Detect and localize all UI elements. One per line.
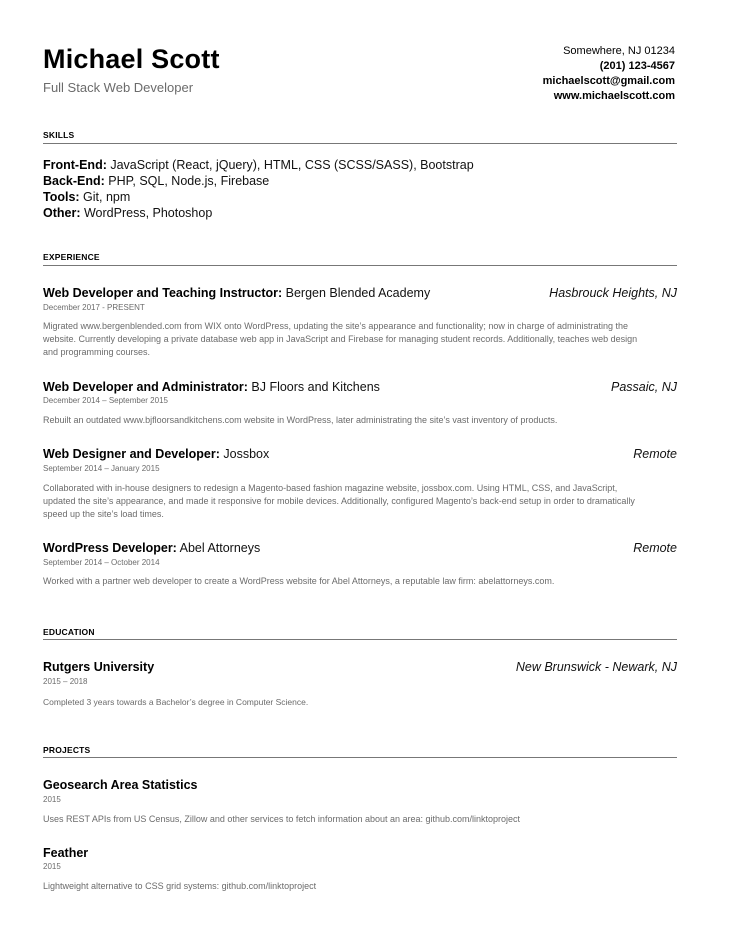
skill-label: Back-End: <box>43 174 105 188</box>
job-header <box>43 286 677 300</box>
education-divider <box>43 639 677 640</box>
experience-heading: EXPERIENCE <box>43 252 100 262</box>
job-location: Hasbrouck Heights, NJ <box>549 286 677 300</box>
project-header <box>43 846 677 860</box>
job-company: Jossbox <box>219 447 270 461</box>
job-header <box>43 447 677 461</box>
job-role: Web Designer and Developer: <box>43 447 220 461</box>
skill-row <box>43 205 474 221</box>
contact-website[interactable]: www.michaelscott.com <box>553 90 675 102</box>
skills-heading: SKILLS <box>43 130 75 140</box>
job-header <box>43 541 677 555</box>
job-role: WordPress Developer: <box>43 541 177 555</box>
contact-address: Somewhere, NJ 01234 <box>563 45 675 57</box>
skill-label: Front-End: <box>43 158 107 172</box>
job-company: Abel Attorneys <box>176 541 261 555</box>
job-description: Migrated www.bergenblended.com from WIX onto WordPress, updating the site’s appearance and functionality; now in charge of administrating the website. Currently developing a private database web app in JavaScript and Firebase for managing student records. Additionally, teaches web design and programming courses. <box>43 321 638 357</box>
contact-email[interactable]: michaelscott@gmail.com <box>542 75 675 87</box>
job-role: Web Developer and Teaching Instructor: <box>43 286 283 300</box>
job-description: Collaborated with in-house designers to redesign a Magento-based fashion magazine website, jossbox.com. Using HTML, CSS, and JavaScript, updated the site’s appearance, and made it responsive for mobile devices. Additionally, configured Magento’s back-end setup in order to dramatically speed up the site’s load times. <box>43 483 635 519</box>
job-role: Web Developer and Administrator: <box>43 380 248 394</box>
job-dates: December 2014 – September 2015 <box>43 396 168 405</box>
skill-label: Tools: <box>43 190 80 204</box>
job-description: Worked with a partner web developer to create a WordPress website for Abel Attorneys, a reputable law firm: abelattorneys.com. <box>43 576 555 586</box>
job-company: Bergen Blended Academy <box>282 286 431 300</box>
contact-phone: (201) 123-4567 <box>599 60 675 72</box>
project-year: 2015 <box>43 795 61 804</box>
skill-row <box>43 189 474 205</box>
school-location: New Brunswick - Newark, NJ <box>515 660 677 674</box>
job-company: BJ Floors and Kitchens <box>247 380 380 394</box>
job-location: Remote <box>633 541 677 555</box>
project-description: Lightweight alternative to CSS grid systems: github.com/linktoproject <box>43 881 317 891</box>
candidate-name: Michael Scott <box>43 44 220 74</box>
job-dates: December 2017 - PRESENT <box>43 303 145 312</box>
skill-value: Git, npm <box>79 190 131 204</box>
skill-value: JavaScript (React, jQuery), HTML, CSS (SCSS/SASS), Bootstrap <box>106 158 474 172</box>
education-description: Completed 3 years towards a Bachelor’s degree in Computer Science. <box>43 697 309 707</box>
projects-divider <box>43 757 677 758</box>
job-dates: September 2014 – October 2014 <box>43 558 160 567</box>
projects-heading: PROJECTS <box>43 745 91 755</box>
job-title: Full Stack Web Developer <box>43 80 194 95</box>
skill-value: PHP, SQL, Node.js, Firebase <box>104 174 270 188</box>
contact-block <box>543 44 675 104</box>
project-description: Uses REST APIs from US Census, Zillow and other services to fetch information about an area: github.com/linktoproject <box>43 814 521 824</box>
school-name: Rutgers University <box>43 660 155 674</box>
skills-divider <box>43 143 677 144</box>
experience-divider <box>43 265 677 266</box>
project-name: Feather <box>43 846 89 860</box>
skill-row <box>43 173 474 189</box>
job-description: Rebuilt an outdated www.bjfloorsandkitchens.com website in WordPress, later administrating the site’s vast inventory of products. <box>43 415 558 425</box>
education-dates: 2015 – 2018 <box>43 677 88 686</box>
job-location: Remote <box>633 447 677 461</box>
skill-label: Other: <box>43 206 81 220</box>
project-year: 2015 <box>43 862 61 871</box>
job-header <box>43 380 677 394</box>
job-dates: September 2014 – January 2015 <box>43 464 160 473</box>
education-heading: EDUCATION <box>43 627 95 637</box>
education-header <box>43 660 677 674</box>
project-name: Geosearch Area Statistics <box>43 778 198 792</box>
project-header <box>43 778 677 792</box>
skills-list <box>43 157 474 221</box>
job-location: Passaic, NJ <box>611 380 677 394</box>
skill-row <box>43 157 474 173</box>
skill-value: WordPress, Photoshop <box>80 206 213 220</box>
